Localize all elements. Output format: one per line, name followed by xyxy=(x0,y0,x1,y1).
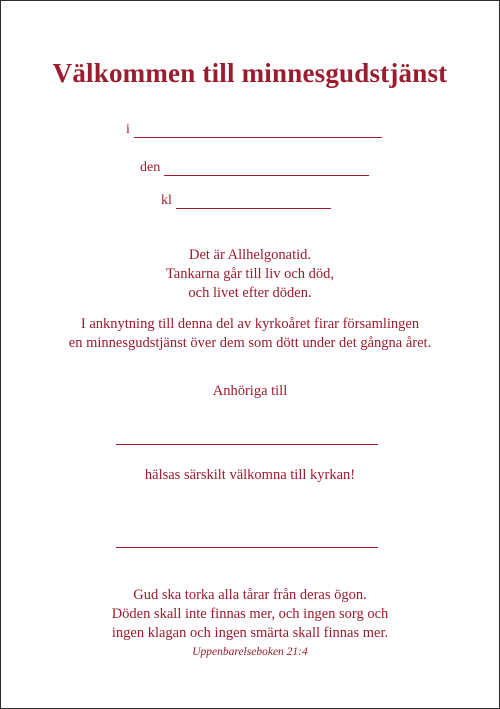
date-label: den xyxy=(140,160,161,175)
verse-line: Döden skall inte finnas mer, och ingen sorg och xyxy=(111,606,389,622)
relatives-label: Anhöriga till xyxy=(212,383,288,399)
intro-line: Tankarna går till liv och död, xyxy=(165,266,335,282)
time-blank-line xyxy=(176,196,331,209)
place-field xyxy=(126,122,382,138)
place-label: i xyxy=(126,122,130,137)
verse-line: Gud ska torka alla tårar från deras ögon. xyxy=(133,587,367,603)
signature-line xyxy=(116,547,378,548)
time-field xyxy=(161,193,331,209)
intro-line: och livet efter döden. xyxy=(188,285,312,301)
date-blank-line xyxy=(164,163,369,176)
intro-paragraph xyxy=(0,246,500,303)
relatives-name-line xyxy=(116,444,378,445)
announcement-line: en minnesgudstjänst över dem som dött under det gångna året. xyxy=(68,335,432,351)
welcome-text: hälsas särskilt välkomna till kyrkan! xyxy=(144,467,356,483)
bible-verse xyxy=(0,586,500,662)
verse-reference: Uppenbarelseboken 21:4 xyxy=(192,646,308,658)
place-blank-line xyxy=(134,125,382,138)
announcement-paragraph xyxy=(0,315,500,353)
announcement-line: I anknytning till denna del av kyrkoåret firar församlingen xyxy=(80,316,420,332)
time-label: kl xyxy=(161,193,172,208)
verse-line: ingen klagan och ingen smärta skall finnas mer. xyxy=(111,625,389,641)
intro-line: Det är Allhelgonatid. xyxy=(188,247,311,263)
date-field xyxy=(140,160,369,176)
page-title: Välkommen till minnesgudstjänst xyxy=(52,58,448,88)
